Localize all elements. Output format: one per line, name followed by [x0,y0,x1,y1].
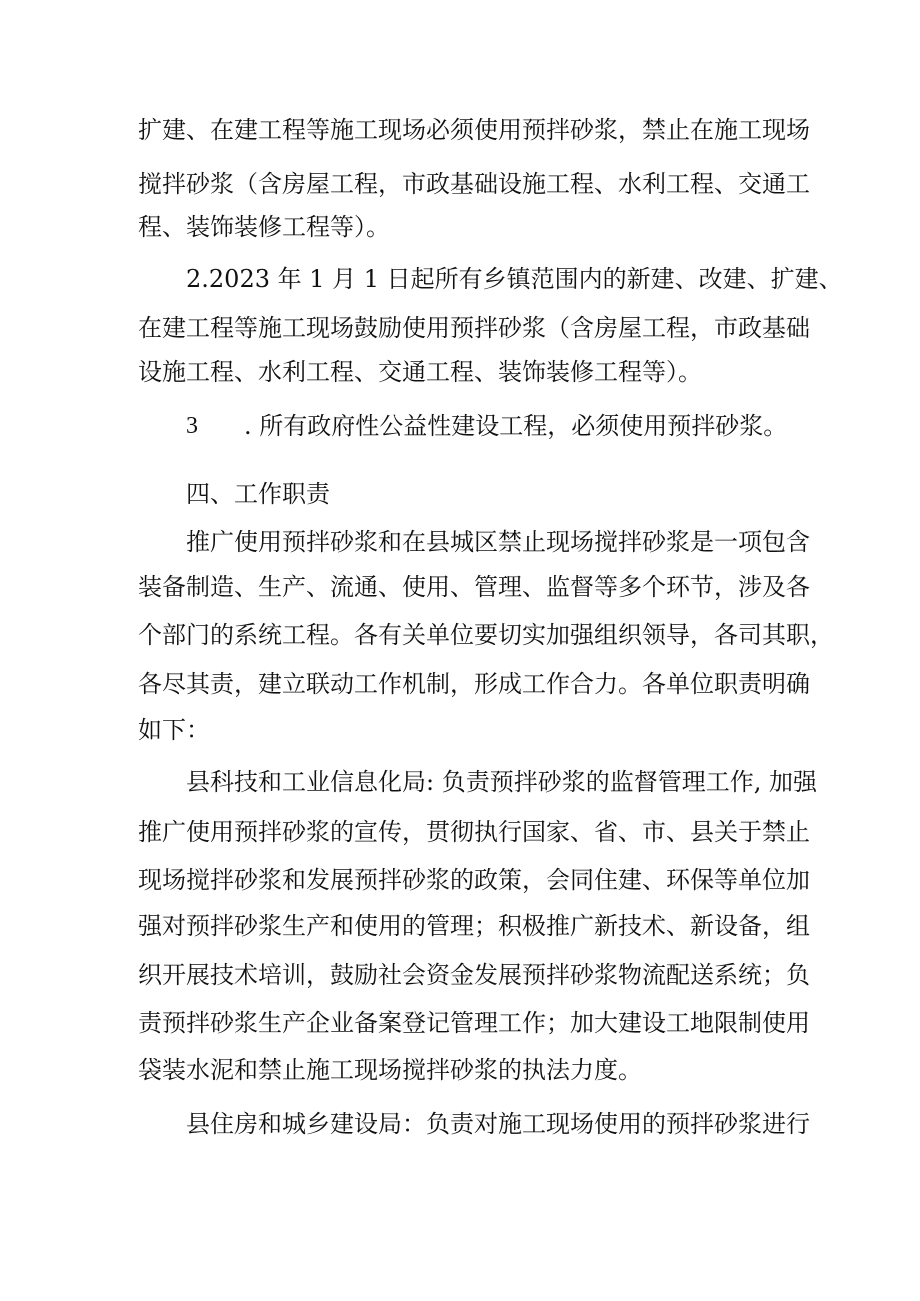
section-heading: 四、工作职责 [186,480,330,508]
text-line-9: 装备制造、生产、流通、使用、管理、监督等多个环节，涉及各 [138,573,810,601]
text-line-3: 程、装饰装修工程等）。 [138,213,390,241]
text-line-15: 现场搅拌砂浆和发展预拌砂浆的政策，会同住建、环保等单位加 [138,866,810,894]
text-line-20: 县住房和城乡建设局：负责对施工现场使用的预拌砂浆进行 [186,1110,810,1138]
text-line-5: 在建工程等施工现场鼓励使用预拌砂浆（含房屋工程，市政基础 [138,314,810,342]
text-line-19: 袋装水泥和禁止施工现场搅拌砂浆的执法力度。 [138,1056,642,1084]
text-line-6: 设施工程、水利工程、交通工程、装饰装修工程等）。 [138,358,702,386]
item-number: 3 [186,413,198,439]
text-line-10: 个部门的系统工程。各有关单位要切实加强组织领导，各司其职， [138,621,834,649]
text-line-4: 2.2023 年 1 月 1 日起所有乡镇范围内的新建、改建、扩建、 [186,265,843,293]
text-line-11: 各尽其责，建立联动工作机制，形成工作合力。各单位职责明确 [138,670,810,698]
text-line-2: 搅拌砂浆（含房屋工程，市政基础设施工程、水利工程、交通工 [138,170,810,198]
text-line-12: 如下： [138,716,210,744]
text-line-14: 推广使用预拌砂浆的宣传，贯彻执行国家、省、市、县关于禁止 [138,818,810,846]
text-line-1: 扩建、在建工程等施工现场必须使用预拌砂浆，禁止在施工现场 [138,116,810,144]
text-line-8: 推广使用预拌砂浆和在县城区禁止现场搅拌砂浆是一项包含 [186,528,810,556]
text-line-16: 强对预拌砂浆生产和使用的管理；积极推广新技术、新设备，组 [138,912,810,940]
text-line-13: 县科技和工业信息化局: 负责预拌砂浆的监督管理工作, 加强 [186,768,817,796]
text-line-17: 织开展技术培训，鼓励社会资金发展预拌砂浆物流配送系统；负 [138,961,810,989]
text-line-18: 责预拌砂浆生产企业备案登记管理工作；加大建设工地限制使用 [138,1009,810,1037]
text-line-7: . 所有政府性公益性建设工程，必须使用预拌砂浆。 [244,412,788,440]
